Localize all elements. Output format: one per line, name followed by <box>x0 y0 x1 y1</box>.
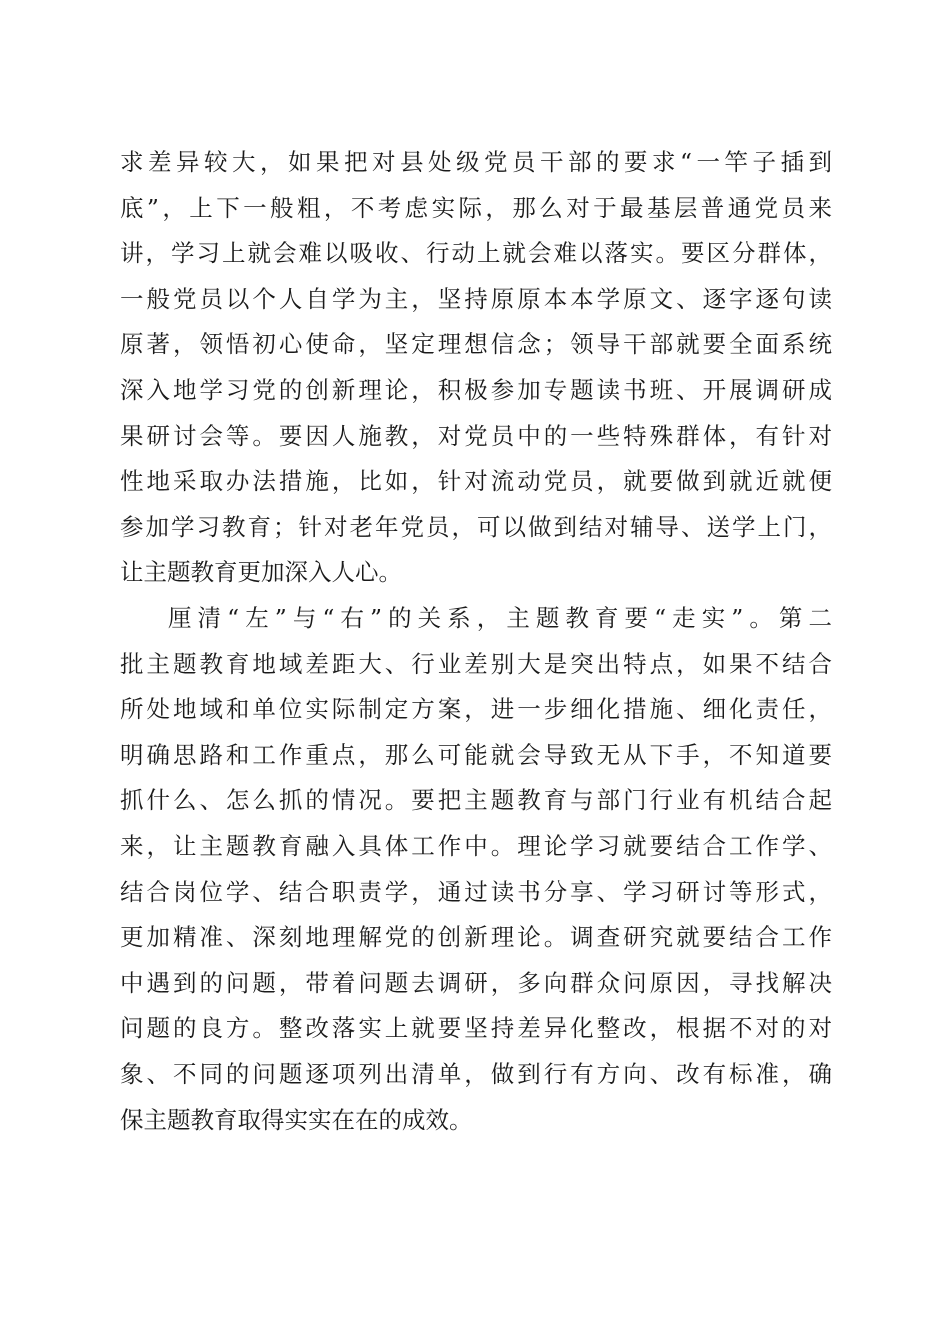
text-line-first: 厘清“左”与“右”的关系，主题教育要“走实”。第二 <box>168 604 832 632</box>
text-line: 所处地域和单位实际制定方案，进一步细化措施、细化责任， <box>120 695 832 724</box>
text-line: 批主题教育地域差距大、行业差别大是突出特点，如果不结合 <box>120 649 832 678</box>
text-line: 来，让主题教育融入具体工作中。理论学习就要结合工作学、 <box>120 831 832 860</box>
text-line: 原著，领悟初心使命，坚定理想信念；领导干部就要全面系统 <box>120 330 832 359</box>
text-line: 讲，学习上就会难以吸收、行动上就会难以落实。要区分群体， <box>120 239 832 268</box>
paragraph-2 <box>120 596 832 1143</box>
text-line: 明确思路和工作重点，那么可能就会导致无从下手，不知道要 <box>120 740 832 769</box>
paragraph-1 <box>120 140 832 596</box>
text-line: 抓什么、怎么抓的情况。要把主题教育与部门行业有机结合起 <box>120 786 832 815</box>
text-line: 底”，上下一般粗，不考虑实际，那么对于最基层普通党员来 <box>120 193 832 222</box>
text-line: 更加精准、深刻地理解党的创新理论。调查研究就要结合工作 <box>120 923 832 952</box>
text-line: 一般党员以个人自学为主，坚持原原本本学原文、逐字逐句读 <box>120 284 832 313</box>
text-line: 果研讨会等。要因人施教，对党员中的一些特殊群体，有针对 <box>120 421 832 450</box>
text-line: 结合岗位学、结合职责学，通过读书分享、学习研讨等形式， <box>120 877 832 906</box>
text-line: 中遇到的问题，带着问题去调研，多向群众问原因，寻找解决 <box>120 968 832 997</box>
text-line: 求差异较大，如果把对县处级党员干部的要求“一竿子插到 <box>120 148 832 176</box>
text-line: 问题的良方。整改落实上就要坚持差异化整改，根据不对的对 <box>120 1014 832 1043</box>
text-line: 深入地学习党的创新理论，积极参加专题读书班、开展调研成 <box>120 375 832 404</box>
text-line: 保主题教育取得实实在在的成效。 <box>120 1105 473 1134</box>
text-line: 参加学习教育；针对老年党员，可以做到结对辅导、送学上门， <box>120 512 832 541</box>
text-line: 性地采取办法措施，比如，针对流动党员，就要做到就近就便 <box>120 467 832 496</box>
text-line: 象、不同的问题逐项列出清单，做到行有方向、改有标准，确 <box>120 1059 832 1088</box>
text-line: 让主题教育更加深入人心。 <box>120 558 402 587</box>
